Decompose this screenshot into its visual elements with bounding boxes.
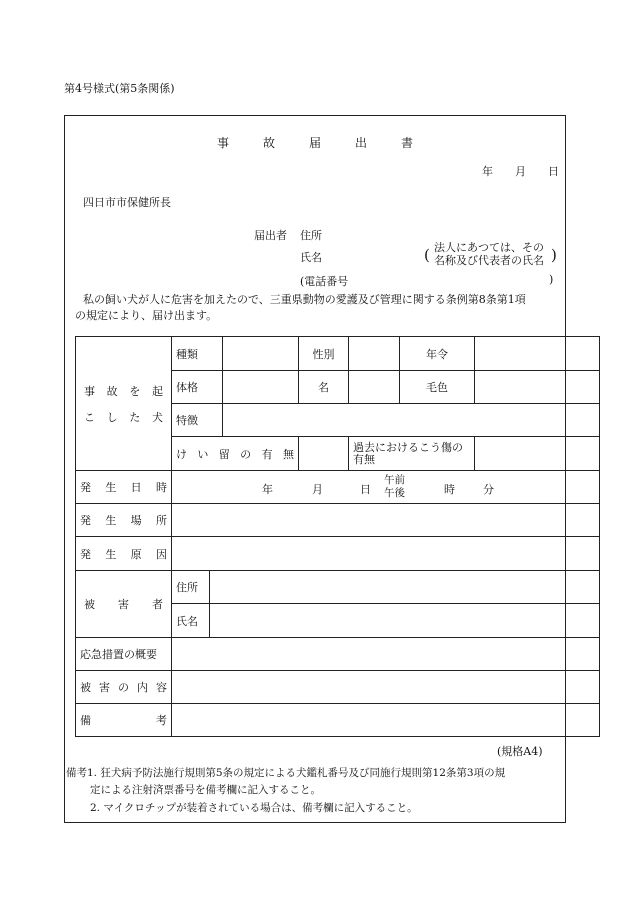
incident-table bbox=[75, 336, 600, 737]
emergency-value[interactable] bbox=[172, 638, 600, 671]
detention-char: い bbox=[197, 447, 209, 461]
label-char: 考 bbox=[156, 714, 167, 727]
dt-month: 月 bbox=[312, 483, 323, 496]
features-value[interactable] bbox=[223, 404, 600, 437]
damage-chars bbox=[80, 679, 167, 695]
detention-chars bbox=[176, 446, 294, 462]
dt-pm: 午後 bbox=[384, 487, 405, 499]
remarks-label bbox=[76, 704, 172, 737]
remarks-chars bbox=[80, 712, 167, 728]
place-chars bbox=[80, 512, 167, 528]
dt-year: 年 bbox=[262, 483, 273, 496]
label-char: 生 bbox=[105, 514, 117, 527]
victim-label bbox=[76, 571, 172, 638]
date-day: 日 bbox=[548, 165, 559, 178]
dog-header-line2 bbox=[80, 399, 167, 425]
dog-header-char: 起 bbox=[151, 384, 163, 398]
victim-name-label: 氏名 bbox=[172, 604, 210, 638]
corp-note-line2: 名称及び代表者の氏名 bbox=[434, 254, 544, 267]
age-label: 年令 bbox=[400, 337, 475, 371]
cause-value[interactable] bbox=[172, 537, 600, 571]
victim-address-value[interactable] bbox=[210, 571, 600, 604]
sex-value[interactable] bbox=[349, 337, 400, 371]
date-year: 年 bbox=[482, 165, 493, 178]
label-char: 発 bbox=[80, 547, 91, 561]
detention-char: 無 bbox=[282, 447, 294, 461]
dog-header-char: こ bbox=[84, 410, 95, 424]
title-char: 出 bbox=[355, 136, 368, 150]
title-char: 書 bbox=[401, 136, 414, 150]
label-char: 被 bbox=[80, 681, 91, 694]
addressee: 四日市市保健所長 bbox=[83, 196, 171, 209]
size-label: 体格 bbox=[172, 371, 223, 404]
kind-value[interactable] bbox=[223, 337, 299, 371]
label-char: 備 bbox=[80, 714, 91, 727]
label-char: 生 bbox=[105, 481, 117, 494]
dt-am: 午前 bbox=[384, 474, 405, 486]
title-char: 故 bbox=[262, 136, 275, 150]
coat-label: 毛色 bbox=[400, 371, 475, 404]
dog-header-char: を bbox=[129, 384, 141, 398]
label-char: 害 bbox=[118, 598, 129, 611]
coat-value[interactable] bbox=[475, 371, 600, 404]
submission-date bbox=[460, 163, 559, 179]
note1-line2: 定による注射済票番号を備考欄に記入すること。 bbox=[90, 784, 321, 796]
damage-value[interactable] bbox=[172, 671, 600, 704]
label-char: 被 bbox=[84, 598, 95, 611]
note2: 2. マイクロチップが装着されている場合は、備考欄に記入すること。 bbox=[90, 802, 418, 814]
label-char: 因 bbox=[155, 547, 167, 561]
age-value[interactable] bbox=[475, 337, 600, 371]
sex-label: 性別 bbox=[299, 337, 349, 371]
dog-header-char: 事 bbox=[84, 384, 95, 398]
dog-header-char: 犬 bbox=[151, 410, 163, 424]
cause-label bbox=[76, 537, 172, 571]
label-char: 日 bbox=[130, 481, 142, 494]
kind-label: 種類 bbox=[172, 337, 223, 371]
body-text-line1: 私の飼い犬が人に危害を加えたので、三重県動物の愛護及び管理に関する条例第8条第1項 bbox=[83, 293, 526, 306]
corp-note-paren-close: ) bbox=[551, 246, 557, 264]
date-month: 月 bbox=[515, 165, 526, 178]
detention-char: 留 bbox=[218, 447, 230, 461]
detention-char: 有 bbox=[261, 447, 273, 461]
detention-label bbox=[172, 437, 299, 471]
dt-minute: 分 bbox=[483, 483, 494, 496]
detention-char: け bbox=[176, 447, 187, 461]
label-char: 内 bbox=[137, 681, 148, 694]
title-char: 事 bbox=[216, 136, 229, 150]
form-title bbox=[0, 134, 630, 151]
victim-chars bbox=[80, 596, 167, 612]
label-char: 原 bbox=[130, 547, 142, 561]
detention-char: の bbox=[240, 447, 252, 461]
title-char: 届 bbox=[308, 136, 321, 150]
dog-header-char: 故 bbox=[106, 384, 118, 398]
place-label bbox=[76, 504, 172, 537]
label-char: 発 bbox=[80, 481, 91, 494]
phone-label: (電話番号 bbox=[300, 275, 349, 288]
corp-note-paren-open: ( bbox=[424, 246, 430, 264]
victim-address-label: 住所 bbox=[172, 571, 210, 604]
label-char: 時 bbox=[155, 481, 167, 494]
emergency-label: 応急措置の概要 bbox=[76, 638, 172, 671]
occurrence-datetime-value[interactable] bbox=[172, 471, 600, 504]
detention-value[interactable] bbox=[299, 437, 349, 471]
note1-line1: 備考1. 狂犬病予防法施行規則第5条の規定による犬鑑札番号及び同施行規則第12条第3項の規 bbox=[66, 767, 506, 779]
dog-header-char: た bbox=[129, 410, 141, 424]
dog-name-value[interactable] bbox=[349, 371, 400, 404]
place-value[interactable] bbox=[172, 504, 600, 537]
victim-name-value[interactable] bbox=[210, 604, 600, 638]
label-char: 所 bbox=[155, 514, 167, 527]
corp-note bbox=[434, 241, 544, 267]
remarks-value[interactable] bbox=[172, 704, 600, 737]
dt-day: 日 bbox=[360, 483, 371, 496]
label-char: 容 bbox=[156, 681, 167, 694]
size-note: (規格A4) bbox=[497, 745, 543, 758]
submitter-name-label: 氏名 bbox=[300, 251, 322, 264]
corp-note-line1: 法人にあつては、その bbox=[434, 241, 544, 254]
past-bite-value[interactable] bbox=[475, 437, 600, 471]
label-char: 害 bbox=[99, 681, 110, 694]
label-char: 生 bbox=[105, 547, 117, 561]
label-char: の bbox=[118, 681, 129, 694]
cause-chars bbox=[80, 546, 167, 562]
label-char: 発 bbox=[80, 514, 91, 527]
dt-hour: 時 bbox=[444, 483, 455, 496]
size-value[interactable] bbox=[223, 371, 299, 404]
past-bite-label: 過去におけるこう傷の有無 bbox=[349, 437, 475, 471]
phone-paren-close: ) bbox=[549, 273, 554, 286]
label-char: 場 bbox=[130, 514, 142, 527]
label-char: 者 bbox=[152, 598, 163, 611]
dog-header-line1 bbox=[80, 383, 167, 399]
occurrence-datetime-label bbox=[76, 471, 172, 504]
form-number: 第4号様式(第5条関係) bbox=[64, 82, 175, 95]
dog-header-cell bbox=[76, 337, 172, 471]
dog-header-char: し bbox=[106, 410, 118, 424]
damage-label bbox=[76, 671, 172, 704]
submitter-label: 届出者 bbox=[254, 229, 287, 242]
features-label: 特徴 bbox=[172, 404, 223, 437]
body-text-line2: の規定により、届け出ます。 bbox=[75, 309, 218, 322]
occurrence-datetime-chars bbox=[80, 479, 167, 495]
submitter-address-label: 住所 bbox=[300, 229, 322, 242]
dog-name-label: 名 bbox=[299, 371, 349, 404]
